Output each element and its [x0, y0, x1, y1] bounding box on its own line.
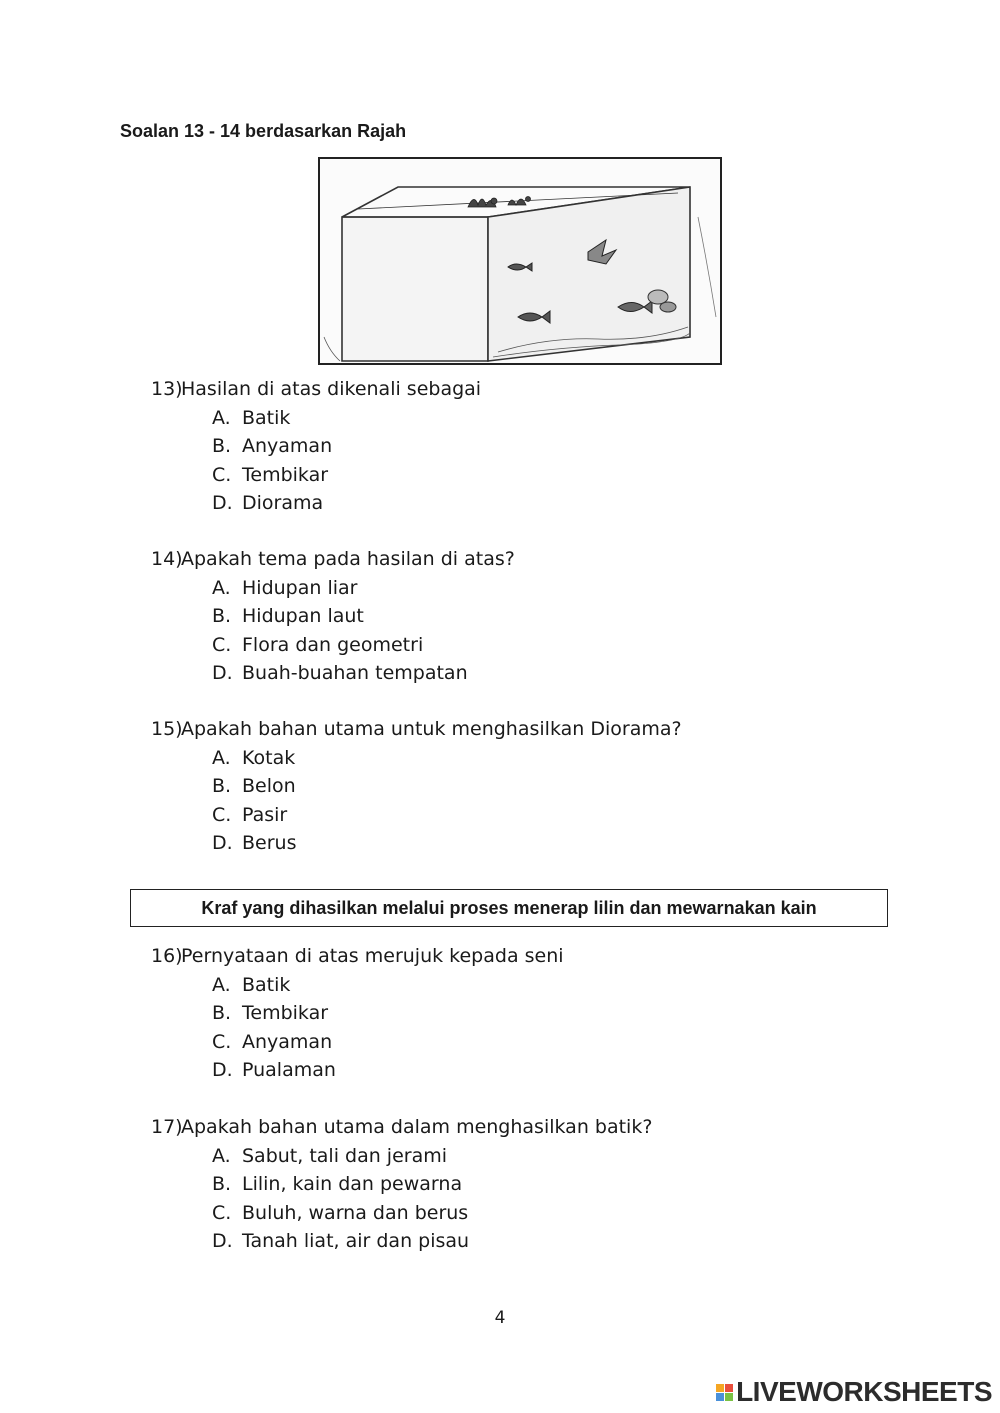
option-a[interactable] [151, 404, 911, 433]
option-letter: A. [212, 576, 231, 599]
question-number: 14) [151, 548, 183, 570]
option-letter: C. [212, 803, 232, 826]
option-a[interactable] [151, 574, 911, 603]
question-13 [151, 375, 911, 518]
option-letter: C. [212, 633, 232, 656]
option-b[interactable] [151, 432, 911, 461]
option-d[interactable] [151, 1056, 911, 1085]
question-text: Apakah tema pada hasilan di atas? [181, 548, 515, 570]
option-letter: D. [212, 492, 233, 514]
option-letter: D. [212, 832, 233, 854]
question-number: 15) [151, 718, 183, 740]
option-letter: C. [212, 463, 232, 486]
liveworksheets-logo[interactable] [716, 1376, 992, 1408]
option-a[interactable] [151, 971, 911, 1000]
question-14 [151, 545, 911, 688]
option-text: Tembikar [242, 1002, 329, 1024]
option-b[interactable] [151, 772, 911, 801]
heading: Soalan 13 - 14 berdasarkan Rajah [120, 121, 407, 141]
page-number: 4 [494, 1308, 506, 1328]
logo-square [716, 1384, 724, 1392]
option-b[interactable] [151, 999, 911, 1028]
question-number: 13) [151, 378, 183, 400]
option-d[interactable] [151, 489, 911, 518]
option-d[interactable] [151, 1227, 911, 1256]
option-text: Lilin, kain dan pewarna [242, 1173, 463, 1195]
option-letter: B. [212, 435, 232, 457]
question-text: Apakah bahan utama dalam menghasilkan batik? [181, 1116, 653, 1138]
option-text: Batik [242, 973, 291, 996]
option-text: Buluh, warna dan berus [242, 1201, 469, 1224]
option-text: Hidupan liar [242, 576, 358, 599]
option-text: Batik [242, 406, 291, 429]
option-c[interactable] [151, 1028, 911, 1057]
logo-square [716, 1393, 724, 1401]
option-text: Pualaman [242, 1059, 336, 1081]
logo-square [725, 1384, 733, 1392]
question-17 [151, 1113, 911, 1256]
option-text: Flora dan geometri [242, 633, 424, 656]
option-c[interactable] [151, 801, 911, 830]
option-letter: A. [212, 406, 231, 429]
option-text: Tanah liat, air dan pisau [242, 1230, 470, 1252]
option-text: Pasir [242, 803, 288, 826]
option-text: Hidupan laut [242, 605, 364, 627]
option-letter: D. [212, 662, 233, 684]
option-letter: B. [212, 775, 232, 797]
option-text: Buah-buahan tempatan [242, 662, 468, 684]
option-letter: A. [212, 1144, 231, 1167]
option-text: Kotak [242, 746, 296, 769]
question-text: Hasilan di atas dikenali sebagai [181, 378, 482, 400]
option-letter: B. [212, 1173, 232, 1195]
option-letter: A. [212, 973, 231, 996]
option-b[interactable] [151, 1170, 911, 1199]
option-text: Belon [242, 775, 296, 797]
liveworksheets-logo-icon [716, 1384, 733, 1401]
question-number: 17) [151, 1116, 183, 1138]
option-text: Anyaman [242, 435, 333, 457]
option-a[interactable] [151, 744, 911, 773]
question-15 [151, 715, 911, 858]
option-letter: D. [212, 1059, 233, 1081]
option-letter: B. [212, 1002, 232, 1024]
aquarium-diorama-figure [318, 157, 722, 365]
option-text: Berus [242, 832, 297, 854]
option-d[interactable] [151, 829, 911, 858]
logo-square [725, 1393, 733, 1401]
question-number: 16) [151, 945, 183, 967]
logo-text: LIVEWORKSHEETS [736, 1376, 992, 1407]
option-letter: D. [212, 1230, 233, 1252]
option-d[interactable] [151, 659, 911, 688]
option-letter: A. [212, 746, 231, 769]
option-text: Diorama [242, 492, 324, 514]
option-b[interactable] [151, 602, 911, 631]
option-a[interactable] [151, 1142, 911, 1171]
statement-box: Kraf yang dihasilkan melalui proses menerap lilin dan mewarnakan kain [130, 889, 888, 927]
question-16 [151, 942, 911, 1085]
option-c[interactable] [151, 461, 911, 490]
option-text: Sabut, tali dan jerami [242, 1144, 448, 1167]
option-letter: C. [212, 1030, 232, 1053]
option-text: Tembikar [242, 463, 329, 486]
question-text: Apakah bahan utama untuk menghasilkan Diorama? [181, 718, 682, 740]
option-c[interactable] [151, 631, 911, 660]
question-text: Pernyataan di atas merujuk kepada seni [181, 945, 564, 967]
option-letter: C. [212, 1201, 232, 1224]
option-c[interactable] [151, 1199, 911, 1228]
option-letter: B. [212, 605, 232, 627]
option-text: Anyaman [242, 1030, 333, 1053]
